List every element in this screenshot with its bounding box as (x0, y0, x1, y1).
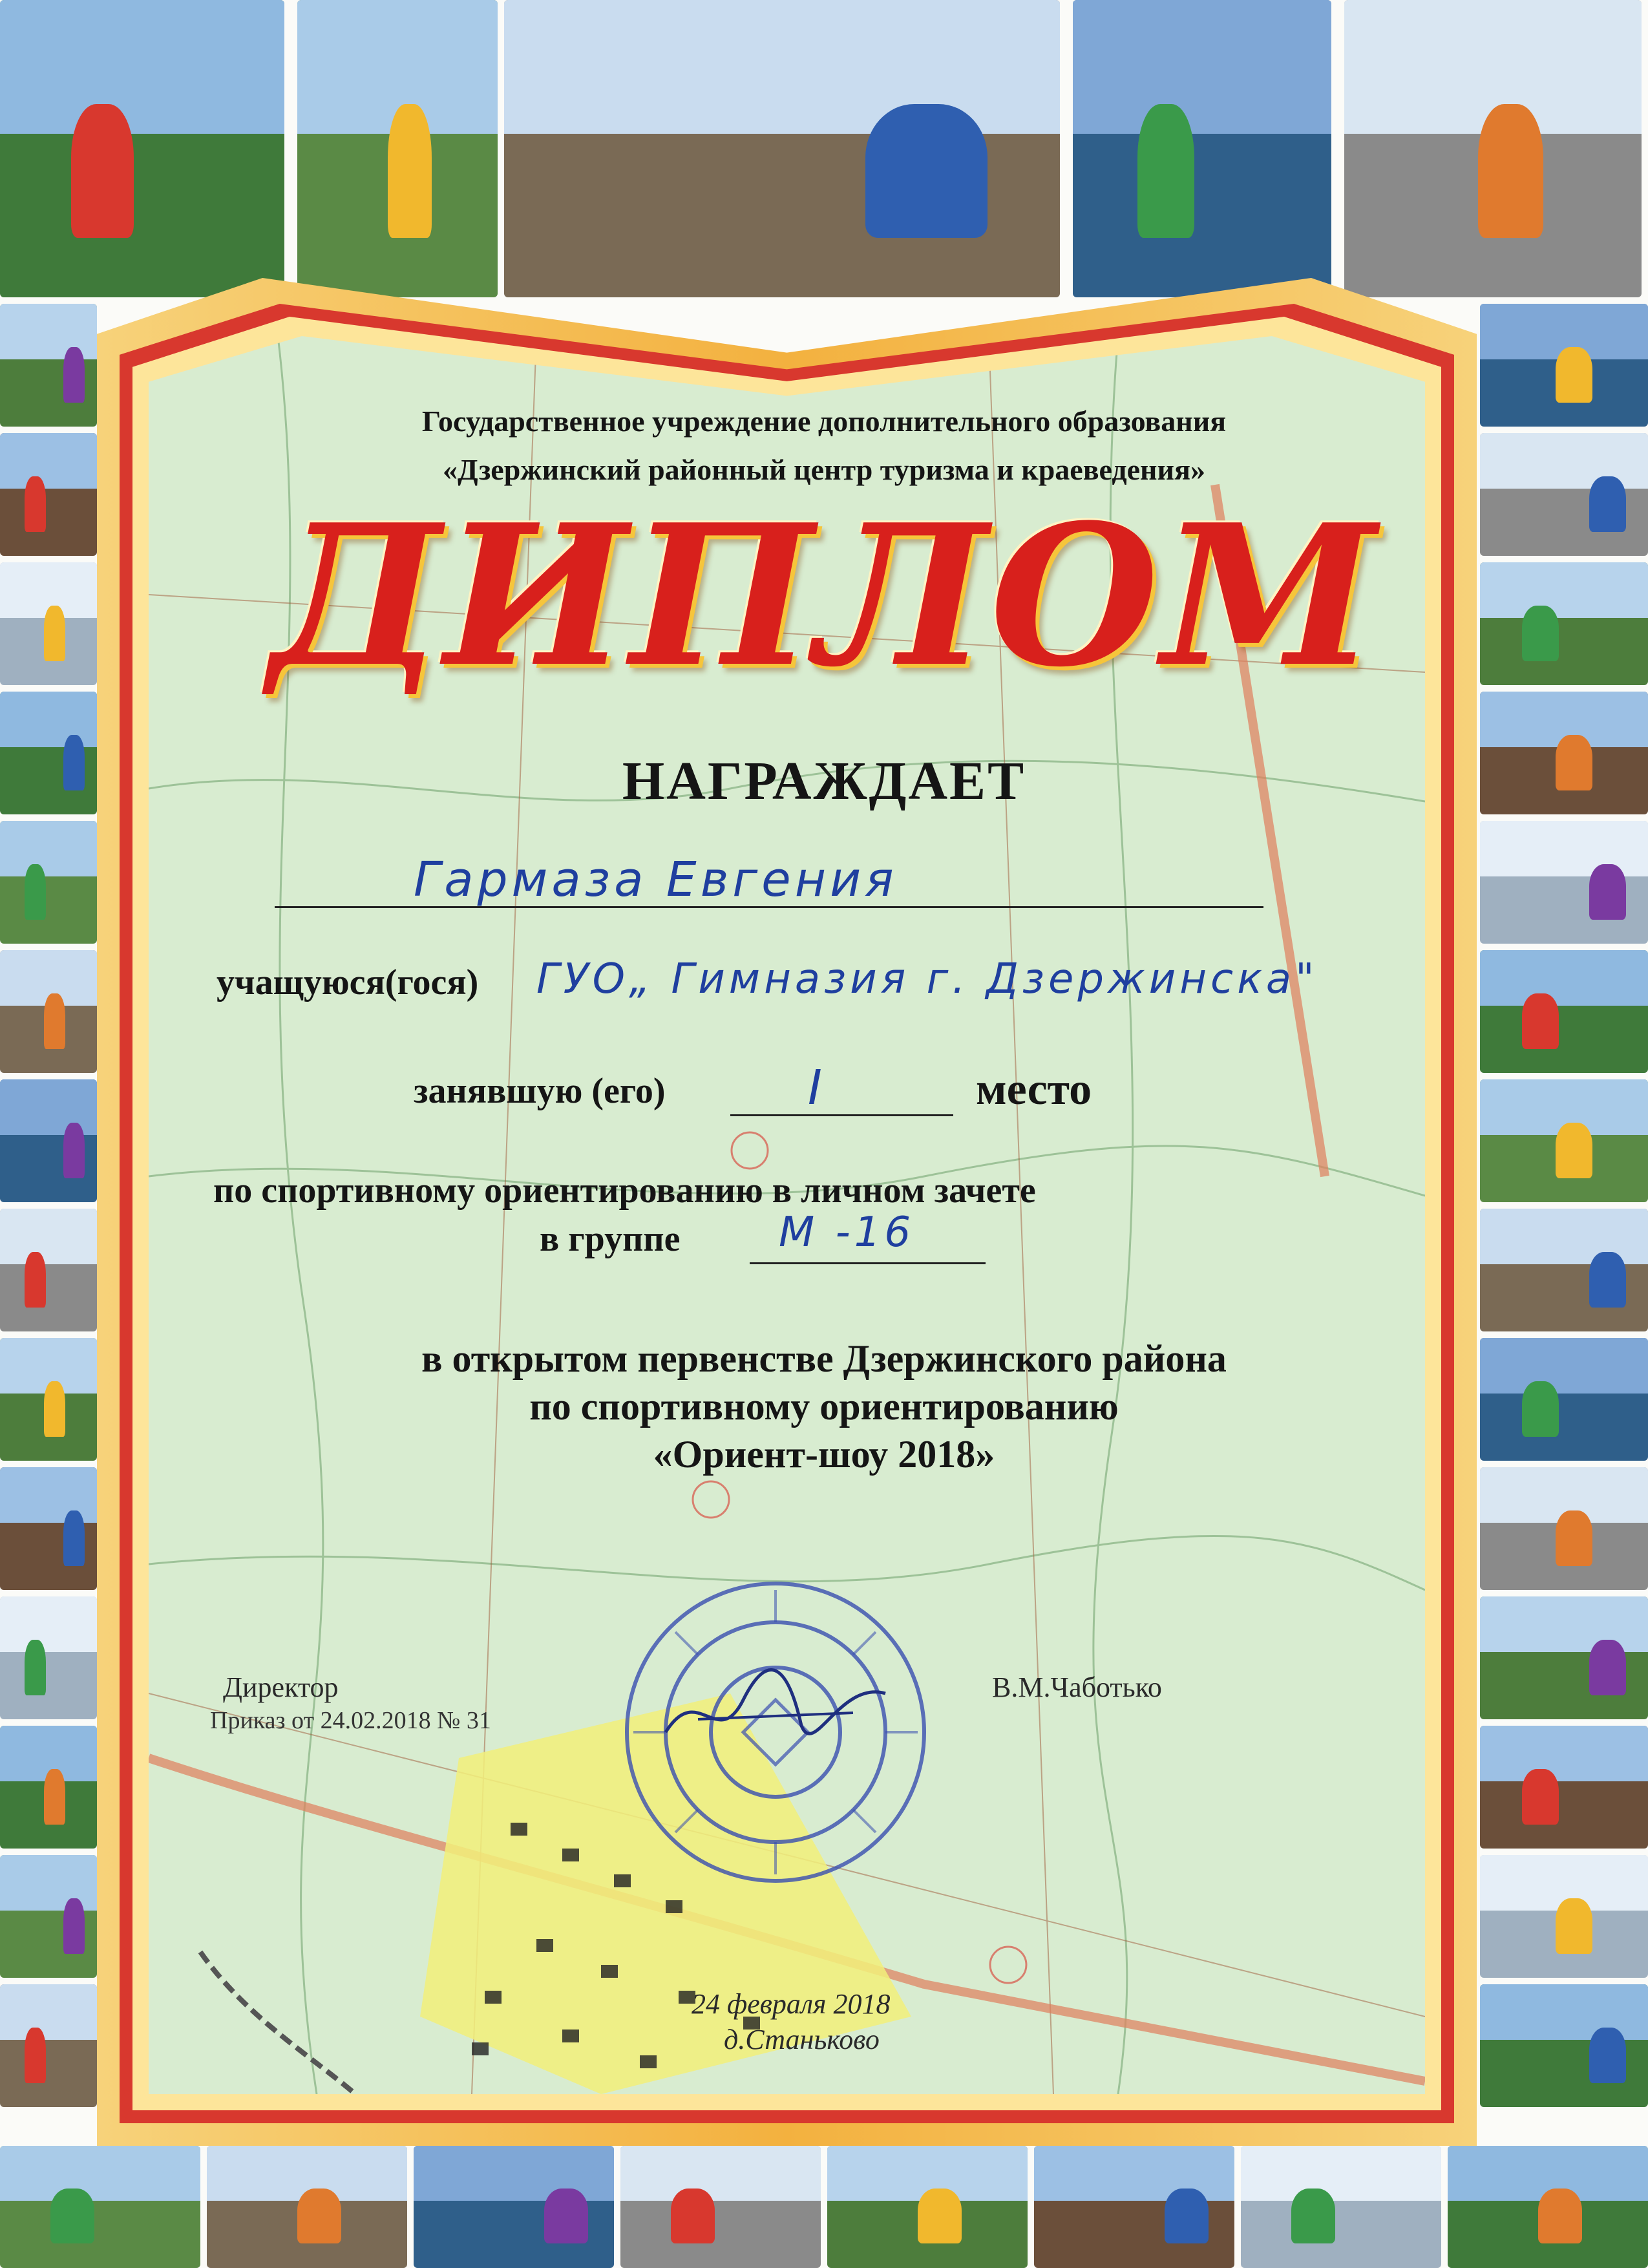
organization-line-1: Государственное учреждение дополнительного образования (421, 405, 1227, 438)
collage-photo-left (0, 821, 97, 944)
group-label: в группе (540, 1219, 681, 1259)
collage-photo-left (0, 1209, 97, 1331)
collage-photo-right (1480, 1467, 1648, 1590)
event-line-2: по спортивному ориентированию (529, 1385, 1119, 1428)
collage-photo-top (1344, 0, 1642, 297)
collage-photo-right (1480, 1209, 1648, 1331)
collage-photo-left (0, 1726, 97, 1849)
school-name: ГУО„ Гимназия г. Дзержинска" (536, 955, 1318, 1003)
collage-photo-left (0, 1855, 97, 1978)
collage-photo-right (1480, 821, 1648, 944)
collage-photo-top (504, 0, 1060, 297)
place-underline (730, 1114, 953, 1116)
collage-photo-left (0, 950, 97, 1073)
collage-photo-right (1480, 1079, 1648, 1202)
collage-photo-left (0, 1596, 97, 1719)
discipline-line: по спортивному ориентированию в личном зачете (213, 1171, 1036, 1211)
collage-photo-left (0, 1467, 97, 1590)
director-label: Директор (223, 1671, 339, 1703)
collage-photo-right (1480, 1984, 1648, 2107)
collage-photo-left (0, 1079, 97, 1202)
collage-photo-left (0, 1984, 97, 2107)
collage-photo-bottom (827, 2146, 1028, 2268)
collage-photo-bottom (0, 2146, 200, 2268)
recipient-name: Гармаза Евгения (414, 852, 898, 907)
collage-photo-right (1480, 1726, 1648, 1849)
student-label: учащуюся(гося) (217, 962, 479, 1002)
award-date: 24 февраля 2018 (692, 1988, 891, 2020)
collage-photo-bottom (1448, 2146, 1648, 2268)
collage-photo-bottom (207, 2146, 407, 2268)
diploma-title: ДИПЛОМ (269, 482, 1379, 710)
organization-line-2: «Дзержинский районный центр туризма и краеведения» (443, 453, 1205, 486)
collage-photo-top (0, 0, 284, 297)
took-place-label: занявшую (его) (414, 1071, 666, 1111)
collage-photo-right (1480, 950, 1648, 1073)
director-name: В.М.Чаботько (992, 1671, 1162, 1703)
director-signature (659, 1655, 892, 1765)
group-underline (750, 1262, 986, 1264)
group-value: М -16 (779, 1209, 915, 1256)
collage-photo-top (297, 0, 498, 297)
order-reference: Приказ от 24.02.2018 № 31 (210, 1707, 491, 1734)
collage-photo-bottom (1241, 2146, 1441, 2268)
collage-photo-top (1073, 0, 1331, 297)
awards-heading: НАГРАЖДАЕТ (622, 751, 1026, 811)
place-word: место (976, 1065, 1092, 1114)
collage-photo-bottom (1034, 2146, 1234, 2268)
collage-photo-right (1480, 1596, 1648, 1719)
event-line-1: в открытом первенстве Дзержинского района (421, 1337, 1227, 1380)
place-value: I (808, 1060, 826, 1116)
event-line-3: «Ориент-шоу 2018» (653, 1433, 995, 1476)
award-place: д.Станьково (724, 2024, 880, 2055)
collage-photo-right (1480, 1855, 1648, 1978)
collage-photo-bottom (620, 2146, 821, 2268)
collage-photo-bottom (414, 2146, 614, 2268)
name-underline (275, 906, 1263, 908)
